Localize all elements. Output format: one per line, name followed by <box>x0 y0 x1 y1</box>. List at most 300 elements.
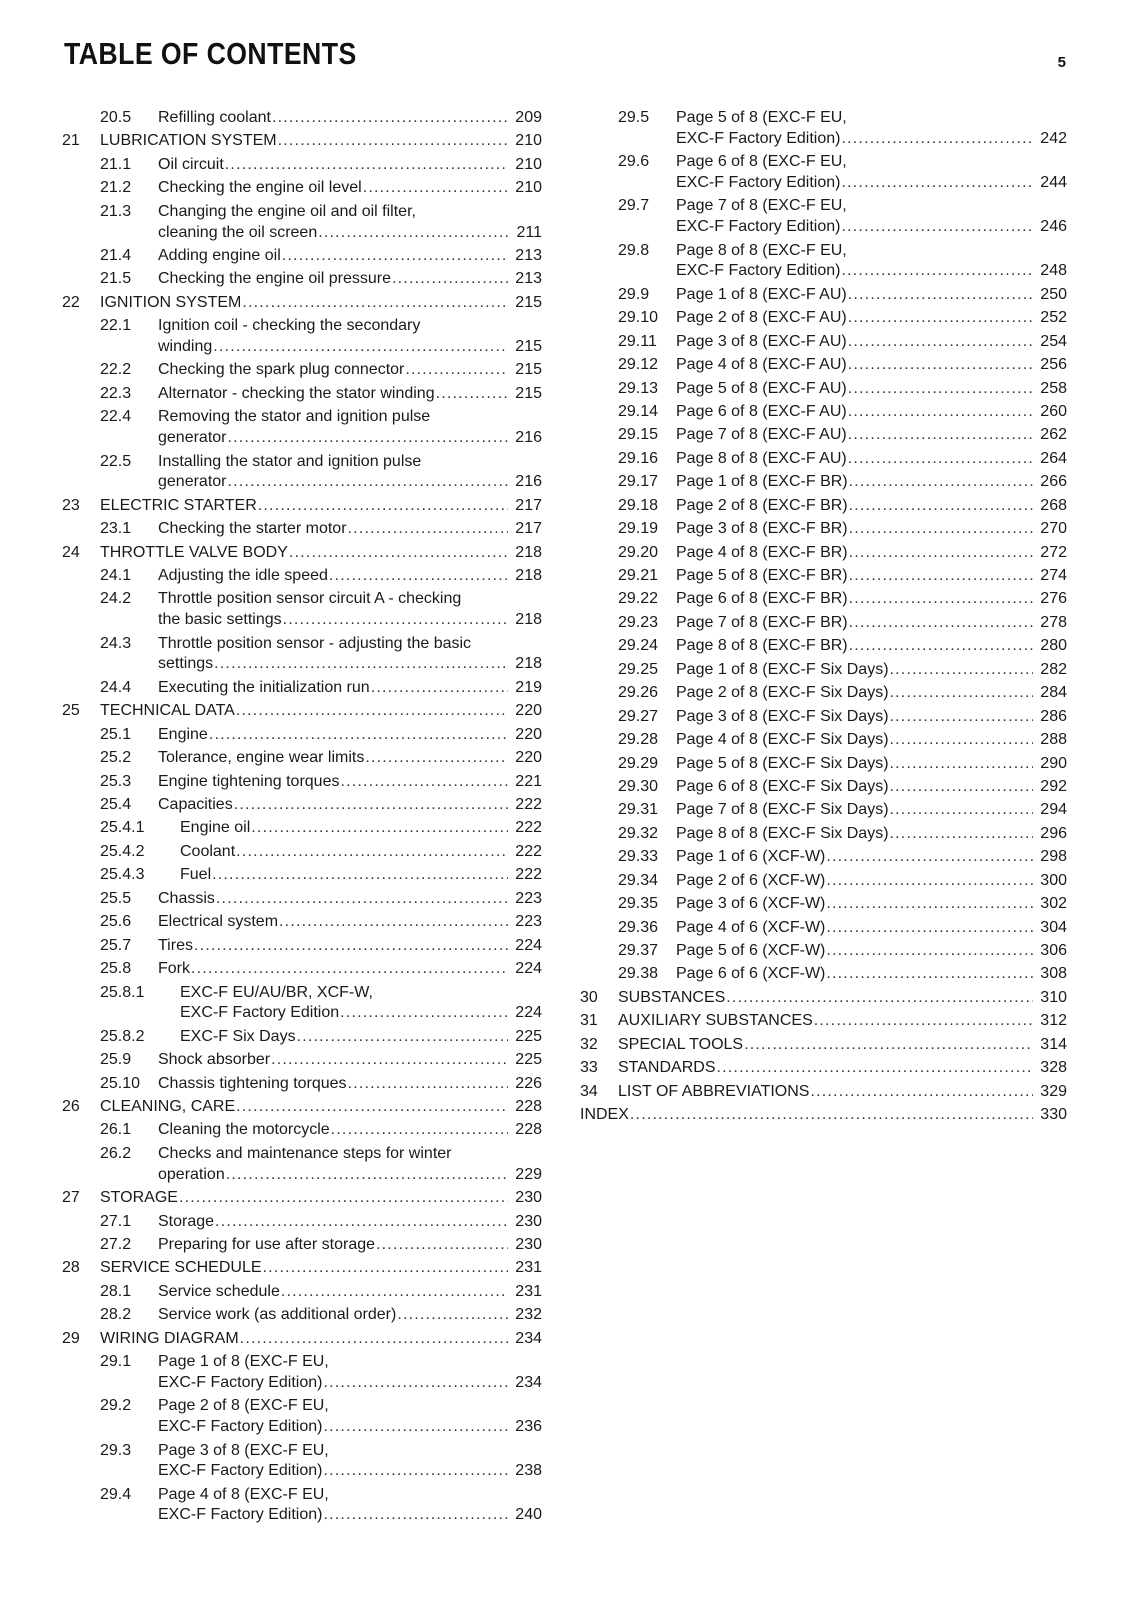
toc-entry[interactable] <box>62 1352 542 1394</box>
toc-entry[interactable] <box>580 660 1067 681</box>
toc-entry-page: 218 <box>515 655 542 673</box>
toc-entry[interactable] <box>580 108 1067 150</box>
toc-entry-title: STANDARDS <box>618 1059 716 1077</box>
toc-entry-page: 211 <box>516 223 542 241</box>
toc-entry-number: 28.1 <box>100 1282 132 1300</box>
toc-entry-title: Page 5 of 6 (XCF-W) <box>676 942 826 959</box>
toc-entry[interactable] <box>580 707 1067 728</box>
toc-entry-body <box>618 1011 1067 1032</box>
toc-entry[interactable] <box>580 918 1067 939</box>
dot-leader <box>215 1212 508 1233</box>
toc-entry[interactable] <box>62 131 542 152</box>
toc-entry-body <box>180 818 542 839</box>
dot-leader <box>848 425 1033 446</box>
toc-entry[interactable] <box>62 936 542 957</box>
toc-entry[interactable] <box>580 379 1067 400</box>
toc-entry[interactable] <box>62 246 542 267</box>
toc-entry-page: 222 <box>515 819 542 837</box>
toc-entry-number: 25.1 <box>100 725 132 743</box>
dot-leader <box>849 589 1033 610</box>
toc-entry-number: 29.8 <box>618 241 650 259</box>
toc-entry[interactable] <box>580 824 1067 845</box>
toc-entry[interactable] <box>62 1120 542 1141</box>
toc-entry-title-line: Page 3 of 8 (EXC-F EU, <box>158 1441 329 1459</box>
toc-entry-title: LUBRICATION SYSTEM <box>100 132 277 150</box>
dot-leader <box>329 566 508 587</box>
dot-leader <box>216 889 508 910</box>
toc-entry-title: WIRING DIAGRAM <box>100 1329 239 1347</box>
dot-leader <box>848 379 1033 400</box>
toc-entry[interactable] <box>62 701 542 722</box>
toc-entry[interactable] <box>580 241 1067 283</box>
toc-entry-title: the basic settings <box>158 611 282 629</box>
toc-entry-line <box>158 678 542 699</box>
toc-entry-body <box>676 108 1067 150</box>
toc-entry[interactable] <box>580 1082 1067 1103</box>
toc-entry-number: 25.3 <box>100 772 132 790</box>
toc-entry[interactable] <box>580 1035 1067 1056</box>
toc-entry-line <box>676 496 1067 517</box>
toc-entry-title-line: Page 5 of 8 (EXC-F EU, <box>676 109 847 126</box>
toc-entry-body <box>180 1027 542 1048</box>
toc-entry-page: 329 <box>1040 1082 1067 1100</box>
dot-leader <box>209 725 508 746</box>
toc-entry-line <box>158 1050 542 1071</box>
toc-entry[interactable] <box>580 519 1067 540</box>
toc-entry[interactable] <box>580 730 1067 751</box>
toc-entry-page: 222 <box>515 842 542 860</box>
dot-leader <box>848 332 1033 353</box>
toc-entry[interactable] <box>62 202 542 244</box>
toc-entry-page: 228 <box>515 1121 542 1139</box>
toc-entry-title: TECHNICAL DATA <box>100 702 235 720</box>
toc-entry-line <box>100 701 542 722</box>
dot-leader <box>272 108 508 129</box>
toc-left-column <box>62 108 542 1529</box>
dot-leader <box>814 1011 1033 1032</box>
toc-entry-page: 222 <box>515 866 542 884</box>
toc-entry-page: 328 <box>1040 1059 1067 1077</box>
toc-entry[interactable] <box>580 566 1067 587</box>
toc-entry-page: 223 <box>515 889 542 907</box>
toc-entry[interactable] <box>62 384 542 405</box>
toc-entry[interactable] <box>580 196 1067 238</box>
dot-leader <box>630 1105 1033 1126</box>
toc-entry[interactable] <box>62 634 542 676</box>
toc-entry[interactable] <box>62 865 542 886</box>
toc-entry-title: Page 8 of 8 (EXC-F AU) <box>676 449 847 467</box>
toc-entry-page: 312 <box>1040 1012 1067 1030</box>
toc-entry-number: 22.2 <box>100 361 132 379</box>
toc-entry-number: 22.1 <box>100 317 132 335</box>
toc-entry-line <box>676 589 1067 610</box>
toc-entry-page: 330 <box>1040 1106 1067 1124</box>
dot-leader <box>365 748 508 769</box>
dot-leader <box>849 636 1033 657</box>
dot-leader <box>212 865 508 886</box>
dot-leader <box>848 355 1033 376</box>
toc-entry-line <box>158 269 542 290</box>
toc-entry-title: EXC-F Factory Edition) <box>158 1373 323 1391</box>
toc-entry-title: Page 2 of 8 (EXC-F Six Days) <box>676 684 889 702</box>
toc-entry-line <box>158 1417 542 1438</box>
toc-entry-number: 29.19 <box>618 520 659 538</box>
dot-leader <box>240 1329 508 1350</box>
toc-entry[interactable] <box>580 1011 1067 1032</box>
toc-entry-number: 29.3 <box>100 1441 132 1459</box>
toc-entry-title: Capacities <box>158 796 233 813</box>
toc-entry-line <box>158 472 542 493</box>
toc-entry-number: 29.25 <box>618 660 659 678</box>
toc-entry-line <box>158 108 542 129</box>
toc-entry-body <box>158 1485 542 1527</box>
toc-entry-line <box>676 449 1067 470</box>
toc-entry-title: Page 4 of 8 (EXC-F AU) <box>676 356 847 374</box>
toc-entry[interactable] <box>580 152 1067 194</box>
dot-leader <box>890 683 1033 704</box>
toc-entry-title: Cleaning the motorcycle <box>158 1121 330 1139</box>
toc-entry-body <box>676 894 1067 915</box>
toc-entry-title: Tires <box>158 936 193 954</box>
toc-entry-body <box>676 660 1067 681</box>
toc-entry-body <box>158 889 542 910</box>
toc-entry[interactable] <box>62 316 542 358</box>
dot-leader <box>848 285 1033 306</box>
toc-entry-page: 218 <box>515 543 542 561</box>
toc-entry-line <box>158 337 542 358</box>
dot-leader <box>890 800 1033 821</box>
toc-entry-page: 282 <box>1040 660 1067 678</box>
toc-entry-body <box>676 379 1067 400</box>
toc-entry[interactable] <box>62 1212 542 1233</box>
toc-entry[interactable] <box>580 941 1067 962</box>
toc-entry-number: 29.38 <box>618 965 659 983</box>
toc-entry[interactable] <box>580 964 1067 985</box>
toc-entry-line <box>158 384 542 405</box>
toc-entry-page: 224 <box>515 936 542 954</box>
toc-entry-title: Checking the engine oil level <box>158 179 362 197</box>
toc-entry-line <box>676 754 1067 775</box>
toc-entry-body <box>618 1082 1067 1103</box>
toc-entry-page: 224 <box>515 960 542 978</box>
dot-leader <box>225 155 508 176</box>
toc-entry[interactable] <box>580 425 1067 446</box>
toc-entry-body <box>158 1352 542 1394</box>
dot-leader <box>323 1505 508 1526</box>
toc-entry[interactable] <box>62 566 542 587</box>
toc-entry-line <box>158 889 542 910</box>
toc-entry[interactable] <box>62 678 542 699</box>
toc-entry-page: 216 <box>515 429 542 447</box>
toc-entry[interactable] <box>62 1258 542 1279</box>
toc-entry[interactable] <box>62 983 542 1025</box>
dot-leader <box>283 610 508 631</box>
toc-entry-page: 215 <box>515 361 542 379</box>
toc-entry-title: Service work (as additional order) <box>158 1306 397 1324</box>
toc-entry[interactable] <box>62 1235 542 1256</box>
toc-entry[interactable] <box>580 543 1067 564</box>
toc-entry[interactable] <box>580 1105 1067 1126</box>
toc-entry-page: 272 <box>1040 543 1067 561</box>
toc-entry-line <box>158 1505 542 1526</box>
toc-entry[interactable] <box>62 269 542 290</box>
toc-entry[interactable] <box>580 496 1067 517</box>
toc-entry-page: 230 <box>515 1235 542 1253</box>
toc-entry-title: Page 6 of 8 (EXC-F BR) <box>676 590 848 608</box>
toc-entry-title: STORAGE <box>100 1189 178 1207</box>
dot-leader <box>226 1165 508 1186</box>
dot-leader <box>849 566 1033 587</box>
toc-entry[interactable] <box>62 407 542 449</box>
toc-entry-title: Adjusting the idle speed <box>158 567 328 584</box>
toc-entry-body <box>180 865 542 886</box>
toc-entry[interactable] <box>580 355 1067 376</box>
toc-entry-line <box>100 1188 542 1209</box>
toc-entry[interactable] <box>62 108 542 129</box>
dot-leader <box>848 308 1033 329</box>
toc-entry-page: 306 <box>1040 942 1067 959</box>
toc-entry-body <box>676 285 1067 306</box>
dot-leader <box>323 1417 508 1438</box>
toc-entry[interactable] <box>62 1074 542 1095</box>
page-header <box>64 36 1066 80</box>
toc-entry-line <box>676 308 1067 329</box>
toc-entry-number: 25.8 <box>100 960 132 978</box>
toc-entry[interactable] <box>62 178 542 199</box>
toc-entry[interactable] <box>580 777 1067 798</box>
toc-entry[interactable] <box>62 959 542 980</box>
toc-entry-title: Page 1 of 6 (XCF-W) <box>676 848 826 866</box>
toc-entry-page: 284 <box>1040 684 1067 702</box>
toc-entry[interactable] <box>580 402 1067 423</box>
toc-entry-body <box>100 1329 542 1350</box>
toc-entry-title: Engine oil <box>180 819 251 837</box>
toc-entry-title-line: Page 2 of 8 (EXC-F EU, <box>158 1397 329 1415</box>
toc-entry-line <box>676 894 1067 915</box>
toc-entry-page: 218 <box>515 567 542 584</box>
toc-entry-title: Tolerance, engine wear limits <box>158 749 365 767</box>
toc-entry-number: 29.14 <box>618 402 659 420</box>
toc-entry-title: Page 7 of 8 (EXC-F AU) <box>676 426 847 444</box>
toc-entry[interactable] <box>62 1097 542 1118</box>
toc-entry-line <box>676 472 1067 493</box>
dot-leader <box>890 777 1033 798</box>
dot-leader <box>371 678 508 699</box>
toc-entry-number: 25.4 <box>100 796 132 813</box>
toc-entry-title: Storage <box>158 1212 215 1230</box>
toc-entry-line <box>676 964 1067 985</box>
toc-entry-number: 26 <box>62 1098 80 1115</box>
toc-entry[interactable] <box>62 842 542 863</box>
dot-leader <box>194 936 508 957</box>
toc-entry-line <box>580 1105 1067 1126</box>
dot-leader <box>849 496 1033 517</box>
toc-entry-line <box>676 941 1067 962</box>
toc-entry-number: 29.9 <box>618 285 650 303</box>
toc-entry-body <box>676 683 1067 704</box>
toc-entry-body <box>158 772 542 793</box>
dot-leader <box>849 543 1033 564</box>
toc-entry[interactable] <box>62 452 542 494</box>
toc-entry-body <box>158 634 542 676</box>
toc-entry-line <box>158 1165 542 1186</box>
dot-leader <box>890 824 1033 845</box>
toc-entry-body <box>158 316 542 358</box>
toc-entry-body <box>158 1144 542 1186</box>
toc-entry[interactable] <box>62 496 542 517</box>
toc-entry-line <box>676 217 1067 238</box>
toc-entry[interactable] <box>580 754 1067 775</box>
toc-entry-number: 29.16 <box>618 449 659 467</box>
dot-leader <box>236 842 508 863</box>
toc-entry-body <box>158 155 542 176</box>
toc-entry[interactable] <box>580 1058 1067 1079</box>
toc-entry[interactable] <box>580 636 1067 657</box>
toc-entry-title-line: Page 4 of 8 (EXC-F EU, <box>158 1485 329 1503</box>
toc-entry-title: Page 6 of 8 (EXC-F AU) <box>676 402 847 420</box>
toc-entry-number: 33 <box>580 1059 598 1077</box>
toc-entry-body <box>676 308 1067 329</box>
toc-entry[interactable] <box>62 360 542 381</box>
toc-entry-page: 220 <box>515 749 542 767</box>
toc-entry-number: 29.27 <box>618 707 659 725</box>
toc-entry[interactable] <box>62 725 542 746</box>
toc-right-column <box>580 108 1067 1129</box>
toc-entry-title: Oil circuit <box>158 155 224 173</box>
toc-entry-title: SUBSTANCES <box>618 988 726 1006</box>
toc-entry-body <box>158 452 542 494</box>
toc-entry[interactable] <box>62 795 542 816</box>
toc-entry-page: 254 <box>1040 332 1067 350</box>
toc-entry-line <box>676 129 1067 150</box>
toc-entry[interactable] <box>62 1305 542 1326</box>
toc-entry-number: 25.2 <box>100 749 132 767</box>
toc-entry-number: 24.1 <box>100 567 132 584</box>
toc-entry[interactable] <box>62 772 542 793</box>
toc-entry-line <box>676 543 1067 564</box>
toc-entry[interactable] <box>580 988 1067 1009</box>
toc-entry-title: Page 6 of 6 (XCF-W) <box>676 965 826 983</box>
toc-entry-number: 29 <box>62 1329 80 1347</box>
toc-entry[interactable] <box>62 543 542 564</box>
toc-entry-number: 29.5 <box>618 109 650 126</box>
toc-entry-number: 29.10 <box>618 309 659 327</box>
toc-entry-title: generator <box>158 429 227 447</box>
toc-entry[interactable] <box>580 894 1067 915</box>
toc-entry[interactable] <box>62 1441 542 1483</box>
toc-entry-page: 210 <box>515 155 542 173</box>
dot-leader <box>318 223 508 244</box>
dot-leader <box>826 871 1033 892</box>
toc-entry[interactable] <box>580 613 1067 634</box>
toc-entry[interactable] <box>62 1329 542 1350</box>
toc-entry[interactable] <box>62 818 542 839</box>
toc-entry-number: 25.4.2 <box>100 842 145 860</box>
toc-entry-line <box>158 748 542 769</box>
toc-entry-page: 244 <box>1040 173 1067 191</box>
toc-entry-number: 29.2 <box>100 1397 132 1415</box>
toc-entry[interactable] <box>580 472 1067 493</box>
toc-entry-body <box>676 871 1067 892</box>
toc-entry[interactable] <box>62 748 542 769</box>
toc-entry[interactable] <box>580 871 1067 892</box>
toc-entry-title: EXC-F Six Days <box>180 1027 296 1045</box>
toc-entry-title: Page 5 of 8 (EXC-F AU) <box>676 379 847 397</box>
toc-entry[interactable] <box>580 800 1067 821</box>
toc-entry-page: 215 <box>515 338 542 355</box>
toc-entry-line <box>158 519 542 540</box>
toc-entry[interactable] <box>580 589 1067 610</box>
toc-entry[interactable] <box>580 847 1067 868</box>
toc-entry-number: 29.12 <box>618 356 659 374</box>
toc-entry[interactable] <box>62 293 542 314</box>
toc-entry-number: 29.26 <box>618 684 659 702</box>
toc-entry[interactable] <box>62 589 542 631</box>
toc-entry-page: 288 <box>1040 731 1067 749</box>
toc-entry[interactable] <box>62 1050 542 1071</box>
toc-entry-title-line: Page 8 of 8 (EXC-F EU, <box>676 241 847 259</box>
dot-leader <box>340 1003 508 1024</box>
toc-entry-number: 29.33 <box>618 848 659 866</box>
toc-entry[interactable] <box>580 285 1067 306</box>
toc-entry[interactable] <box>62 519 542 540</box>
dot-leader <box>263 1258 508 1279</box>
toc-entry-title-line: Installing the stator and ignition pulse <box>158 452 422 470</box>
dot-leader <box>826 918 1033 939</box>
toc-entry-page: 314 <box>1040 1035 1067 1053</box>
dot-leader <box>890 754 1033 775</box>
toc-entry[interactable] <box>62 889 542 910</box>
toc-entry[interactable] <box>62 155 542 176</box>
toc-entry[interactable] <box>580 332 1067 353</box>
toc-entry-title: INDEX <box>580 1106 629 1124</box>
dot-leader <box>841 261 1033 282</box>
dot-leader <box>841 129 1033 150</box>
toc-entry-page: 308 <box>1040 965 1067 983</box>
dot-leader <box>826 964 1033 985</box>
toc-entry-page: 210 <box>515 132 542 150</box>
toc-entry-body <box>158 178 542 199</box>
toc-entry[interactable] <box>62 1485 542 1527</box>
dot-leader <box>271 1050 508 1071</box>
toc-entry[interactable] <box>62 1396 542 1438</box>
toc-entry[interactable] <box>62 1188 542 1209</box>
toc-entry[interactable] <box>580 683 1067 704</box>
toc-entry-page: 220 <box>515 702 542 720</box>
toc-entry-page: 310 <box>1040 988 1067 1006</box>
toc-entry[interactable] <box>62 1144 542 1186</box>
toc-entry-number: 22.3 <box>100 384 132 402</box>
toc-entry-body <box>158 566 542 587</box>
toc-entry-number: 29.15 <box>618 426 659 444</box>
toc-entry-page: 252 <box>1040 309 1067 327</box>
toc-entry[interactable] <box>62 912 542 933</box>
toc-entry-page: 215 <box>515 293 542 311</box>
toc-entry-title: EXC-F Factory Edition) <box>676 218 841 236</box>
dot-leader <box>717 1058 1034 1079</box>
toc-entry-line <box>100 1097 542 1118</box>
toc-entry-page: 225 <box>515 1051 542 1069</box>
dot-leader <box>323 1373 508 1394</box>
toc-entry[interactable] <box>580 308 1067 329</box>
toc-entry-page: 248 <box>1040 262 1067 280</box>
toc-entry-number: 34 <box>580 1082 598 1100</box>
toc-entry[interactable] <box>62 1027 542 1048</box>
toc-entry-number: 21 <box>62 132 80 150</box>
toc-entry[interactable] <box>580 449 1067 470</box>
toc-entry[interactable] <box>62 1282 542 1303</box>
toc-entry-number: 25.9 <box>100 1051 132 1069</box>
